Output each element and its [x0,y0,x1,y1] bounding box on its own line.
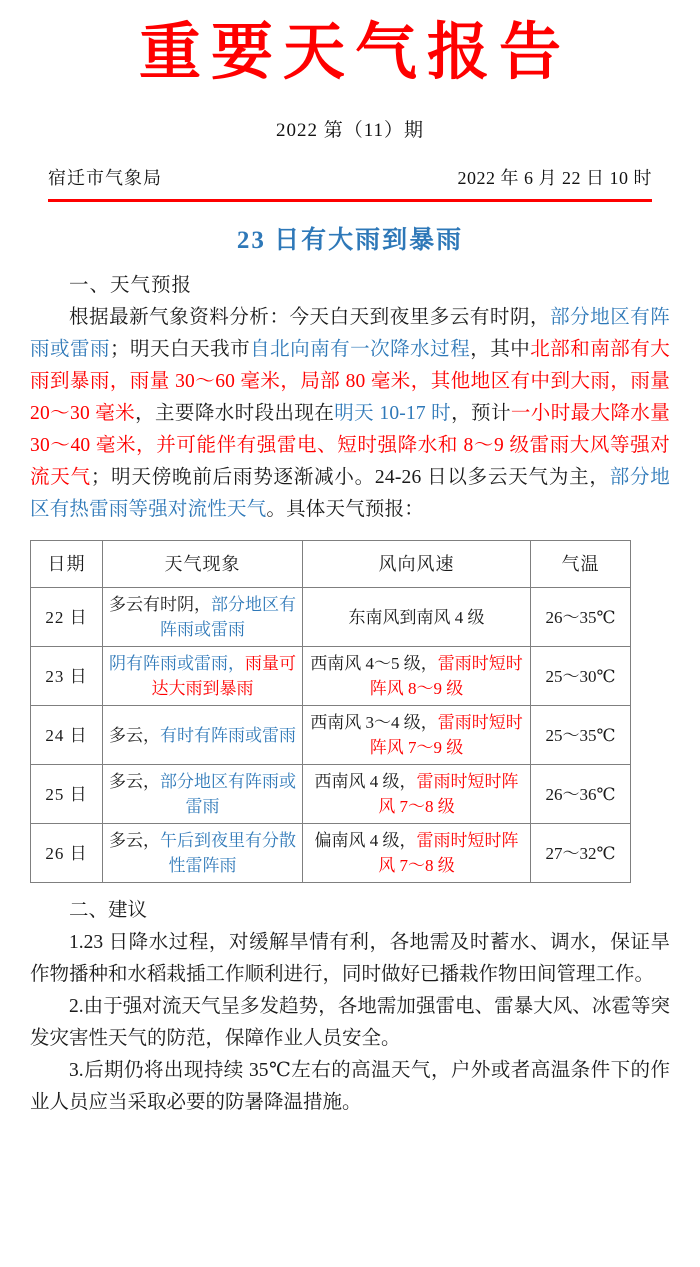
suggestion-item-1: 1.23 日降水过程，对缓解旱情有利，各地需及时蓄水、调水，保证旱作物播种和水稻栽插工作顺利进行，同时做好已播栽作物田间管理工作。 [30,932,670,986]
text-run-black-0: 多云， [109,772,160,792]
cell-wind [303,824,531,883]
document-title: 重要天气报告 [138,19,571,87]
column-header-date: 日期 [31,541,103,588]
text-run-red-1: 雷雨时短时阵风 7～9 级 [369,713,523,758]
table-row [31,706,631,765]
table-row [31,824,631,883]
table-row [31,588,631,647]
issuing-organization: 宿迁市气象局 [48,168,162,189]
header-divider-rule [48,199,652,202]
text-run-black-0: 多云， [109,725,160,745]
text-run-black-12: 。具体天气预报： [266,499,425,521]
cell-temperature: 26～36℃ [531,765,631,824]
text-run-black-8: ，预计 [451,403,511,425]
text-run-red-1: 雨量可达大雨到暴雨 [151,654,296,699]
issuer-row [48,164,652,190]
cell-weather-phenomenon [103,765,303,824]
cell-date: 23 日 [31,647,103,706]
text-run-blue-1: 部分地区有阵雨或雷雨 [160,772,296,817]
text-run-black-6: ，主要降水时段出现在 [135,403,335,425]
issue-datetime: 2022 年 6 月 22 日 10 时 [457,168,652,189]
section-one-heading: 一、天气预报 [69,275,193,297]
forecast-table-body [31,588,631,883]
text-run-red-1: 雷雨时短时阵风 7～8 级 [378,772,519,817]
report-headline: 23 日有大雨到暴雨 [236,227,464,255]
text-run-blue-1: 部分地区有阵雨或雷雨 [30,307,670,361]
cell-temperature: 25～30℃ [531,647,631,706]
text-run-black-0: 西南风 4 级， [314,772,417,792]
suggestion-item-3: 3.后期仍将出现持续 35℃左右的高温天气，户外或者高温条件下的作业人员应当采取必要的防暑降温措施。 [30,1060,670,1114]
cell-wind [303,588,531,647]
text-run-black-0: 西南风 3～4 级， [310,713,438,733]
cell-weather-phenomenon [103,647,303,706]
text-run-red-5: 北部和南部有大雨到暴雨，雨量 30～60 毫米，局部 80 毫米，其他地区有中到大雨，雨量 20～30 毫米 [30,339,670,425]
text-run-red-1: 雷雨时短时阵风 7～8 级 [378,831,519,876]
issue-number: 2022 第（11）期 [275,120,425,142]
suggestion-item-2: 2.由于强对流天气呈多发趋势，各地需加强雷电、雷暴大风、冰雹等突发灾害性天气的防范，保障作业人员安全。 [30,996,670,1050]
text-run-black-0: 多云， [109,831,160,851]
cell-date: 25 日 [31,765,103,824]
forecast-section [30,270,670,526]
cell-date: 24 日 [31,706,103,765]
text-run-blue-3: 自北向南有一次降水过程 [250,339,471,361]
text-run-black-0: 多云有时阴， [109,595,211,615]
cell-temperature: 25～35℃ [531,706,631,765]
column-header-wind: 风向风速 [303,541,531,588]
text-run-black-4: ，其中 [470,339,531,361]
text-run-blue-11: 部分地区有热雷雨等强对流性天气 [30,467,670,521]
cell-wind [303,706,531,765]
cell-wind [303,647,531,706]
cell-temperature: 26～35℃ [531,588,631,647]
cell-temperature: 27～32℃ [531,824,631,883]
text-run-black-0: 西南风 4～5 级， [310,654,438,674]
cell-weather-phenomenon [103,824,303,883]
table-header-row [31,541,631,588]
text-run-blue-0: 阴有阵雨或雷雨， [109,654,245,674]
column-header-phenomenon: 天气现象 [103,541,303,588]
text-run-blue-7: 明天 10-17 时 [334,403,452,425]
text-run-red-1: 雷雨时短时阵风 8～9 级 [369,654,523,699]
cell-wind [303,765,531,824]
text-run-black-0: 偏南风 4 级， [314,831,417,851]
section-two-heading: 二、建议 [69,900,148,922]
text-run-black-10: ；明天傍晚前后雨势逐渐减小。24-26 日以多云天气为主， [90,467,610,489]
text-run-black-0: 东南风到南风 4 级 [348,607,485,627]
cell-date: 26 日 [31,824,103,883]
cell-weather-phenomenon [103,706,303,765]
cell-weather-phenomenon [103,588,303,647]
text-run-blue-1: 部分地区有阵雨或雷雨 [160,595,296,640]
cell-date: 22 日 [31,588,103,647]
column-header-temperature: 气温 [531,541,631,588]
text-run-red-9: 一小时最大降水量 30～40 毫米，并可能伴有强雷电、短时强降水和 8～9 级雷雨大风等强对流天气 [30,403,670,489]
table-row [31,765,631,824]
text-run-black-0: 根据最新气象资料分析：今天白天到夜里多云有时阴， [69,307,551,329]
text-run-blue-1: 午后到夜里有分散性雷阵雨 [160,831,296,876]
forecast-table [30,540,631,883]
forecast-paragraph [30,302,670,526]
masthead [0,0,700,142]
table-row [31,647,631,706]
suggestions-section [30,895,670,1119]
text-run-black-2: ；明天白天我市 [110,339,251,361]
text-run-blue-1: 有时有阵雨或雷雨 [160,725,296,745]
suggestion-list [30,927,670,1119]
